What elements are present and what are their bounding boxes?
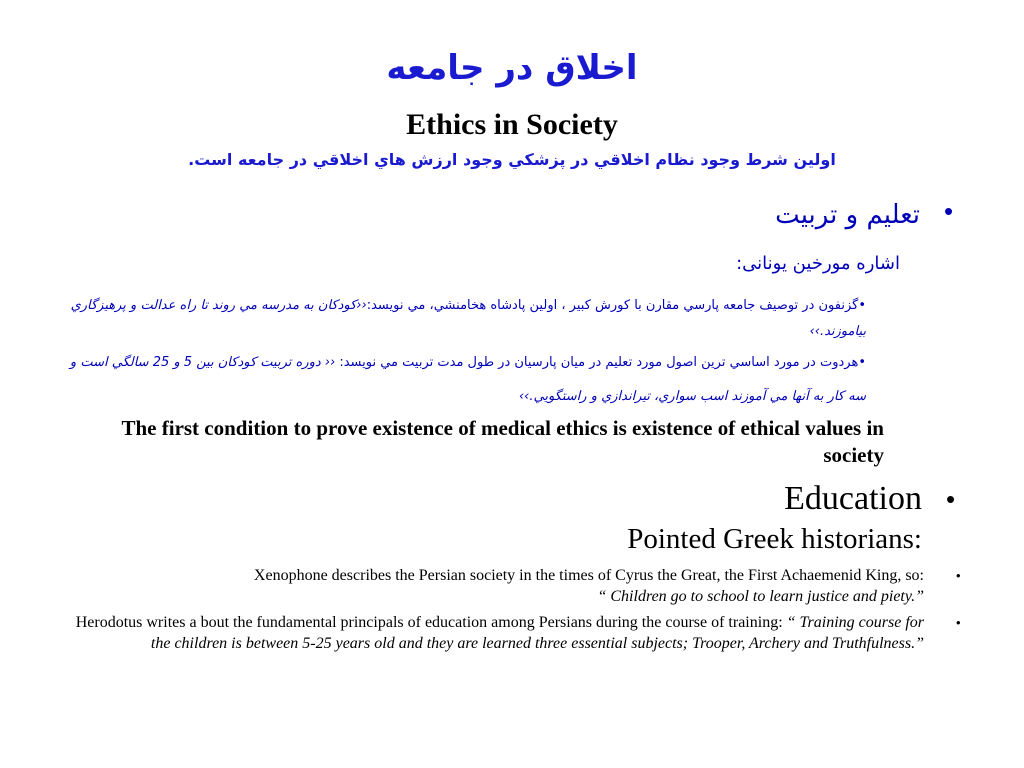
fa-item-bullet: •: [858, 298, 866, 313]
fa-item-bullet: •: [858, 355, 866, 370]
en-condition-statement: The first condition to prove existence of medical ethics is existence of ethical values in society: [121, 416, 884, 467]
en-section-heading: Education: [784, 480, 922, 517]
en-item-quote: “ Children go to school to learn justice and piety.”: [597, 588, 924, 605]
fa-section-heading: تعليم و تربيت: [775, 200, 920, 230]
fa-item-xenophon: [66, 293, 866, 345]
fa-item-quote: ‹‹كودكان به مدرسه مي روند تا راه عدالت و پرهيزگاري بياموزند.››: [70, 298, 866, 339]
fa-item-quote: ‹‹ دوره تربيت كودكان بين 5 و 25 سالگي است و سه كار به آنها مي آموزند اسب سواري، تيراندازي و راستگويي.››: [69, 355, 866, 404]
fa-item-text: گزنفون در توصيف جامعه پارسي مقارن با كورش كبير ، اولين پادشاه هخامنشي، مي نويسد:: [366, 298, 859, 313]
en-item-text: Xenophone describes the Persian society in the times of Cyrus the Great, the First Achaemenid King, so:: [253, 567, 924, 584]
en-item-bullet: •: [956, 568, 961, 583]
en-section-subheading: Pointed Greek historians:: [627, 523, 922, 555]
en-item-text: Herodotus writes a bout the fundamental principals of education among Persians during the course of training:: [75, 614, 787, 631]
title-persian: اخلاق در جامعه: [386, 48, 638, 88]
fa-item-herodotus: [66, 346, 866, 414]
en-item-quote: “ Training course for the children is between 5-25 years old and they are learned three essential subjects; Trooper, Archery and Truthfulness.”: [150, 614, 924, 652]
en-item-xenophon: [54, 565, 924, 607]
en-item-bullet: •: [956, 615, 961, 630]
subtitle-persian: اولين شرط وجود نظام اخلاقي در پزشكي وجود ارزش هاي اخلاقي در جامعه است.: [188, 150, 836, 169]
title-english: Ethics in Society: [406, 108, 618, 141]
en-item-herodotus: [70, 612, 924, 654]
bullet-fa-heading: •: [944, 196, 954, 226]
fa-section-subheading: اشاره مورخين يونانی:: [736, 253, 900, 274]
bullet-en-heading: •: [946, 484, 956, 514]
fa-item-text: هردوت در مورد اساسي ترين اصول مورد تعليم در ميان پارسيان در طول مدت تربيت مي نويسد:: [335, 355, 859, 370]
